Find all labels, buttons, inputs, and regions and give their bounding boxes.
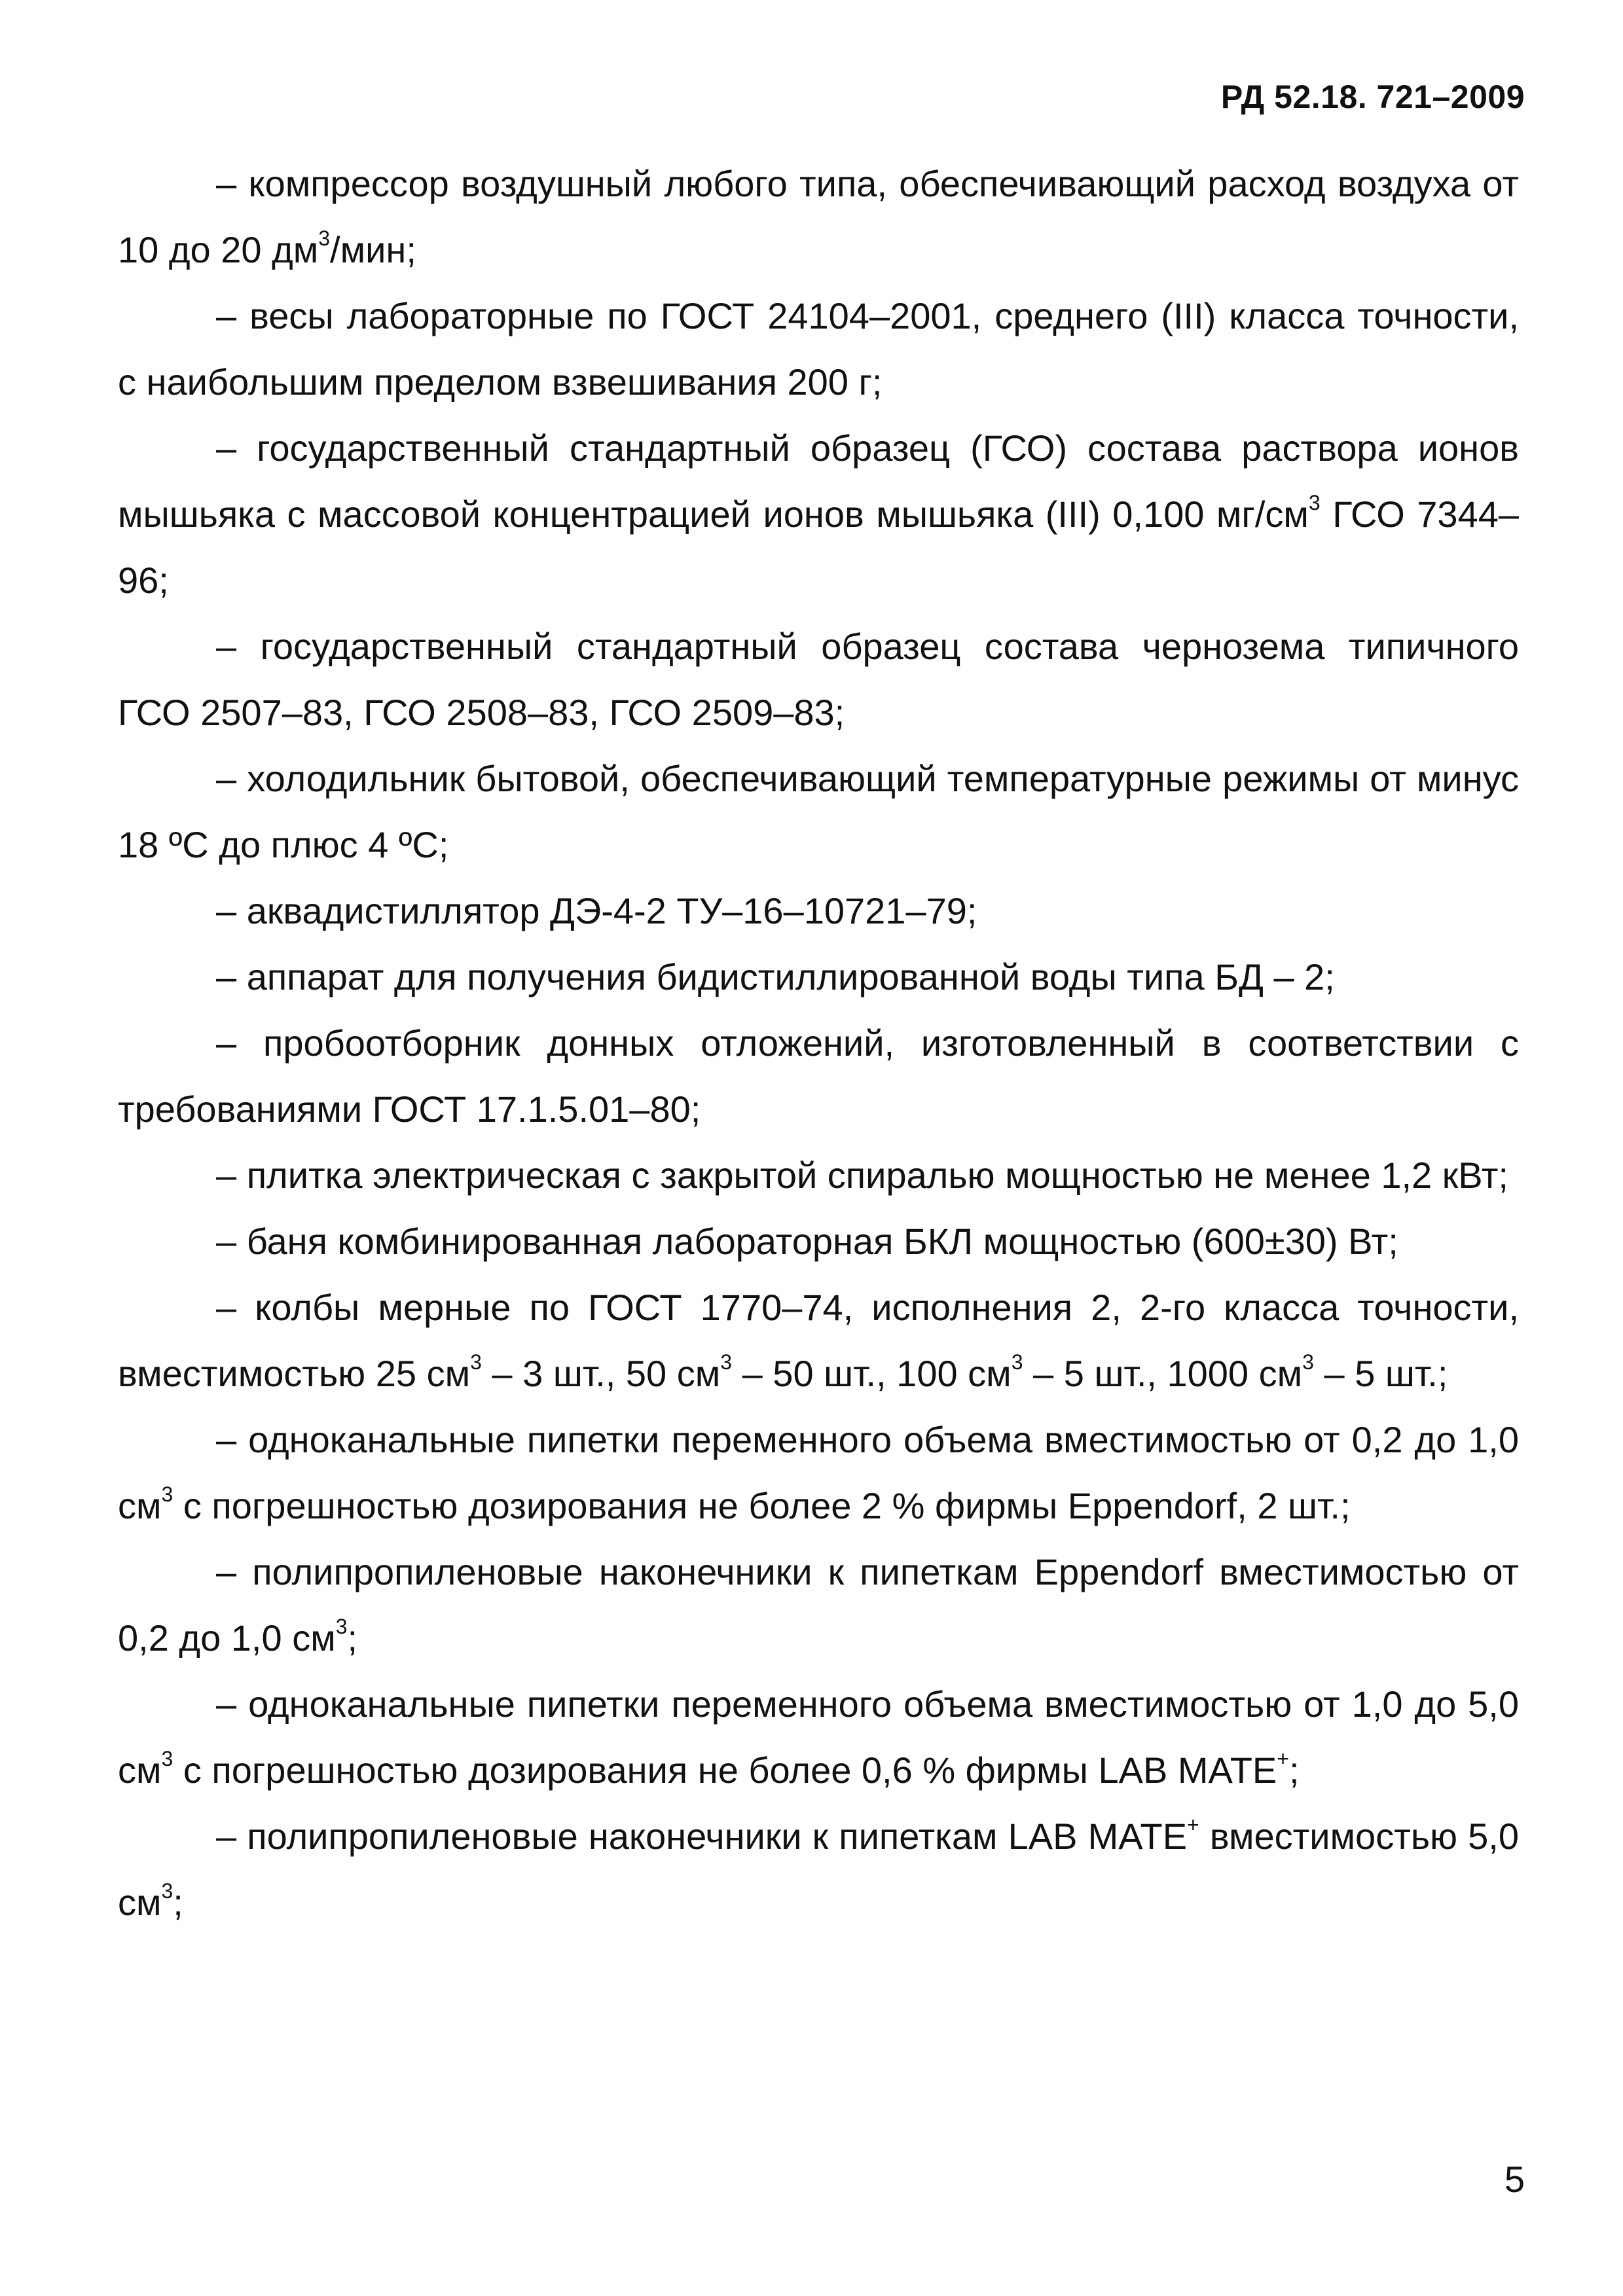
list-item-arsenic-standard: – государственный стандартный образец (ГСО) состава раствора ионов мышьяка с массовой концентрацией ионов мышьяка (III) 0,100 $мг/см^3$ ГСО 7344–96; — [118, 427, 1519, 601]
list-item-refrigerator: – холодильник бытовой, обеспечивающий температурные режимы от минус 18 ºС до плюс 4 ºС; — [118, 758, 1519, 865]
list-item-scales: – весы лабораторные по ГОСТ 24104–2001, среднего (III) класса точности, с наибольшим пределом взвешивания 200 г; — [118, 295, 1519, 403]
page-number: 5 — [1504, 2159, 1525, 2200]
list-item-eppendorf-tips: – полипропиленовые наконечники к пипеткам Eppendorf вместимостью от 0,2 до 1,0 $см^3$; — [118, 1551, 1519, 1659]
list-item-bidistiller: – аппарат для получения бидистиллированной воды типа БД – 2; — [216, 956, 1335, 997]
list-item-labmate-pipettes: – одноканальные пипетки переменного объема вместимостью от 1,0 до 5,0 $см^3$ с погрешностью дозирования не более 0,6 % фирмы LAB MATE+; — [118, 1683, 1519, 1791]
list-item-compressor: – компрессор воздушный любого типа, обеспечивающий расход воздуха от 10 до 20 $дм^3$/мин; — [118, 163, 1519, 270]
document-code-header: РД 52.18. 721–2009 — [1220, 79, 1525, 115]
list-item-hotplate: – плитка электрическая с закрытой спиралью мощностью не менее 1,2 кВт; — [216, 1155, 1508, 1196]
list-item-chernozem-standard: – государственный стандартный образец состава чернозема типичного ГСО 2507–83, ГСО 2508–83, ГСО 2509–83; — [118, 626, 1519, 733]
list-item-aquadistiller: – аквадистиллятор ДЭ-4-2 ТУ–16–10721–79; — [216, 890, 977, 931]
list-item-labmate-tips: – полипропиленовые наконечники к пипеткам LAB MATE+ вместимостью 5,0 $см^3$; — [118, 1813, 1519, 1923]
equipment-list — [118, 151, 1519, 1935]
list-item-volumetric-flasks: – колбы мерные по ГОСТ 1770–74, исполнения 2, 2-го класса точности, вместимостью 25 $см^3 - 3$ шт., 50 $см^3 - 50$ шт., 100 $см^3 - 5$ шт., 1000 $см^3 - 5$ шт.; — [118, 1287, 1519, 1394]
list-item-bath: – баня комбинированная лабораторная БКЛ мощностью (600±30) Вт; — [216, 1221, 1398, 1262]
list-item-eppendorf-pipettes: – одноканальные пипетки переменного объема вместимостью от 0,2 до 1,0 $см^3$ с погрешностью дозирования не более 2 % фирмы Eppendorf, 2 шт.; — [118, 1419, 1519, 1526]
list-item-sampler: – пробоотборник донных отложений, изготовленный в соответствии с требованиями ГОСТ 17.1.5.01–80; — [118, 1022, 1519, 1130]
